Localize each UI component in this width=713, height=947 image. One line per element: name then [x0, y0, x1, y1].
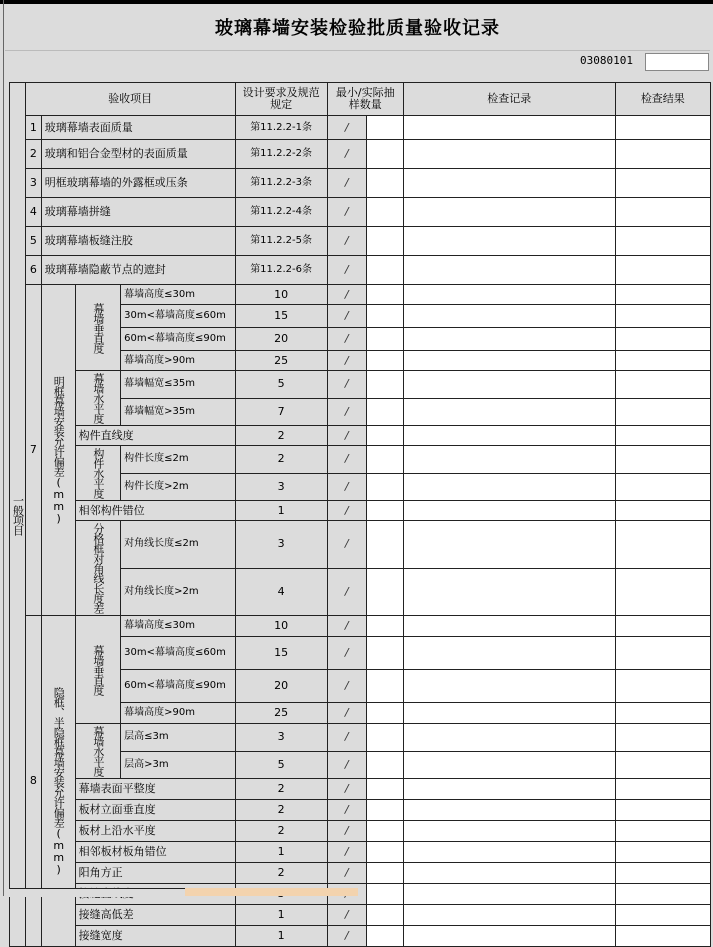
- design-requirement: 2: [235, 426, 327, 446]
- table-row: [10, 724, 711, 752]
- table-row: [10, 616, 711, 637]
- design-requirement: 2: [235, 779, 327, 800]
- section-general-cell: 一般项目: [10, 83, 26, 947]
- design-requirement: 3: [235, 521, 327, 569]
- design-requirement: 第11.2.2-2条: [235, 140, 327, 169]
- check-record-cell[interactable]: [403, 779, 615, 800]
- design-requirement: 15: [235, 305, 327, 328]
- item-name: 30m<幕墙高度≤60m: [121, 637, 235, 670]
- check-record-cell[interactable]: [403, 285, 615, 305]
- item-name: 对角线长度>2m: [121, 568, 235, 616]
- design-requirement: 5: [235, 371, 327, 399]
- item-name: 30m<幕墙高度≤60m: [121, 305, 235, 328]
- check-result-cell[interactable]: [615, 751, 710, 779]
- check-record-cell[interactable]: [403, 703, 615, 724]
- sample-min-cell: /: [327, 863, 366, 884]
- table-row: [10, 521, 711, 569]
- check-record-cell[interactable]: [403, 842, 615, 863]
- item-name: 玻璃幕墙表面质量: [41, 116, 235, 140]
- design-requirement: 7: [235, 398, 327, 426]
- item-name: 玻璃幕墙隐蔽节点的遮封: [41, 256, 235, 285]
- sample-min-cell: /: [327, 616, 366, 637]
- check-result-cell[interactable]: [615, 637, 710, 670]
- item-name: 相邻板材板角错位: [75, 842, 235, 863]
- table-row: [10, 227, 711, 256]
- top-border: [0, 0, 713, 4]
- item-name: 60m<幕墙高度≤90m: [121, 328, 235, 351]
- check-result-cell[interactable]: [615, 371, 710, 399]
- item-name: 构件长度≤2m: [121, 446, 235, 474]
- row-number: 8: [25, 616, 41, 947]
- item-name: 60m<幕墙高度≤90m: [121, 670, 235, 703]
- design-requirement: 20: [235, 328, 327, 351]
- table-row: [10, 446, 711, 474]
- check-record-cell[interactable]: [403, 616, 615, 637]
- sample-min-cell: /: [327, 501, 366, 521]
- sample-actual-cell[interactable]: [366, 821, 403, 842]
- spacer: [5, 73, 710, 82]
- check-record-cell[interactable]: [403, 305, 615, 328]
- check-record-cell[interactable]: [403, 446, 615, 474]
- sample-min-cell: /: [327, 521, 366, 569]
- design-requirement: 20: [235, 670, 327, 703]
- check-record-cell[interactable]: [403, 351, 615, 371]
- sample-actual-cell[interactable]: [366, 116, 403, 140]
- check-record-cell[interactable]: [403, 501, 615, 521]
- item-name: 层高≤3m: [121, 724, 235, 752]
- item-name: 对角线长度≤2m: [121, 521, 235, 569]
- check-result-cell[interactable]: [615, 351, 710, 371]
- row-number: 5: [25, 227, 41, 256]
- check-result-cell[interactable]: [615, 905, 710, 926]
- sample-actual-cell[interactable]: [366, 169, 403, 198]
- check-result-cell[interactable]: [615, 227, 710, 256]
- design-requirement: 15: [235, 637, 327, 670]
- sample-min-cell: /: [327, 426, 366, 446]
- sample-actual-cell[interactable]: [366, 703, 403, 724]
- design-requirement: 第11.2.2-1条: [235, 116, 327, 140]
- table-row: [10, 256, 711, 285]
- header-design-req: 设计要求及规范规定: [235, 83, 327, 116]
- design-requirement: 10: [235, 616, 327, 637]
- sample-min-cell: /: [327, 305, 366, 328]
- check-result-cell[interactable]: [615, 863, 710, 884]
- row-number: 6: [25, 256, 41, 285]
- left-border: [3, 0, 4, 896]
- item-name: 玻璃幕墙拼缝: [41, 198, 235, 227]
- check-record-cell[interactable]: [403, 821, 615, 842]
- check-result-cell[interactable]: [615, 169, 710, 198]
- check-record-cell[interactable]: [403, 751, 615, 779]
- sample-actual-cell[interactable]: [366, 637, 403, 670]
- sample-min-cell: /: [327, 905, 366, 926]
- sample-min-cell: /: [327, 751, 366, 779]
- sample-actual-cell[interactable]: [366, 884, 403, 905]
- sample-actual-cell[interactable]: [366, 568, 403, 616]
- check-record-cell[interactable]: [403, 328, 615, 351]
- check-record-cell[interactable]: [403, 863, 615, 884]
- design-requirement: 1: [235, 501, 327, 521]
- design-requirement: 2: [235, 821, 327, 842]
- design-requirement: 5: [235, 751, 327, 779]
- check-result-cell[interactable]: [615, 568, 710, 616]
- check-record-cell[interactable]: [403, 198, 615, 227]
- check-result-cell[interactable]: [615, 616, 710, 637]
- sample-min-cell: /: [327, 256, 366, 285]
- table-row: [10, 926, 711, 947]
- sample-min-cell: /: [327, 140, 366, 169]
- row-number: 2: [25, 140, 41, 169]
- check-record-cell[interactable]: [403, 670, 615, 703]
- item-name: 构件直线度: [75, 426, 235, 446]
- sample-actual-cell[interactable]: [366, 398, 403, 426]
- item-name: 明框玻璃幕墙的外露框或压条: [41, 169, 235, 198]
- sample-actual-cell[interactable]: [366, 198, 403, 227]
- check-record-cell[interactable]: [403, 227, 615, 256]
- sample-min-cell: /: [327, 800, 366, 821]
- item-name: 层高>3m: [121, 751, 235, 779]
- check-result-cell[interactable]: [615, 703, 710, 724]
- row-number: 3: [25, 169, 41, 198]
- sample-actual-cell[interactable]: [366, 905, 403, 926]
- check-result-cell[interactable]: [615, 884, 710, 905]
- item-name: 玻璃幕墙板缝注胶: [41, 227, 235, 256]
- sample-min-cell: /: [327, 568, 366, 616]
- sub-group-label: 构件水平度: [75, 446, 121, 501]
- design-requirement: 第11.2.2-6条: [235, 256, 327, 285]
- item-name: 幕墙高度≤30m: [121, 285, 235, 305]
- sample-min-cell: /: [327, 398, 366, 426]
- table-row: [10, 426, 711, 446]
- check-record-cell[interactable]: [403, 800, 615, 821]
- item-name: 幕墙表面平整度: [75, 779, 235, 800]
- table-row: [10, 800, 711, 821]
- sample-actual-cell[interactable]: [366, 670, 403, 703]
- check-result-cell[interactable]: [615, 140, 710, 169]
- sub-group-label: 幕墙垂直度: [75, 285, 121, 371]
- table-row: [10, 863, 711, 884]
- sample-min-cell: /: [327, 116, 366, 140]
- code-row: [5, 50, 710, 74]
- sample-min-cell: /: [327, 703, 366, 724]
- sub-group-label: 幕墙垂直度: [75, 616, 121, 724]
- item-name: 板材上沿水平度: [75, 821, 235, 842]
- check-record-cell[interactable]: [403, 905, 615, 926]
- check-result-cell[interactable]: [615, 821, 710, 842]
- footer-cell-highlight: [185, 888, 358, 896]
- page-title: 玻璃幕墙安装检验批质量验收记录: [215, 18, 500, 39]
- check-result-cell[interactable]: [615, 521, 710, 569]
- header-min-sample: 最小/实际抽样数量: [327, 83, 403, 116]
- design-requirement: 第11.2.2-5条: [235, 227, 327, 256]
- table-row: [10, 371, 711, 399]
- item-name: 构件长度>2m: [121, 473, 235, 501]
- item-name: 玻璃和铝合金型材的表面质量: [41, 140, 235, 169]
- sample-min-cell: /: [327, 371, 366, 399]
- sample-min-cell: /: [327, 779, 366, 800]
- check-result-cell[interactable]: [615, 305, 710, 328]
- design-requirement: 2: [235, 863, 327, 884]
- check-result-cell[interactable]: [615, 426, 710, 446]
- group-label: 隐框、半隐框幕墙安装允许偏差(mm): [41, 616, 75, 947]
- header-check-record: 检查记录: [403, 83, 615, 116]
- design-requirement: 1: [235, 905, 327, 926]
- sample-min-cell: /: [327, 724, 366, 752]
- sample-min-cell: /: [327, 198, 366, 227]
- design-requirement: 2: [235, 446, 327, 474]
- check-record-cell[interactable]: [403, 140, 615, 169]
- sample-min-cell: /: [327, 285, 366, 305]
- sample-actual-cell[interactable]: [366, 926, 403, 947]
- check-record-cell[interactable]: [403, 521, 615, 569]
- item-name: 幕墙高度>90m: [121, 703, 235, 724]
- design-requirement: 3: [235, 724, 327, 752]
- check-record-cell[interactable]: [403, 926, 615, 947]
- design-requirement: 3: [235, 473, 327, 501]
- row-number: 4: [25, 198, 41, 227]
- item-name: 板材立面垂直度: [75, 800, 235, 821]
- sample-actual-cell[interactable]: [366, 842, 403, 863]
- item-name: 幕墙幅宽>35m: [121, 398, 235, 426]
- check-record-cell[interactable]: [403, 724, 615, 752]
- item-name: 接缝宽度: [75, 926, 235, 947]
- sub-group-label: 幕墙水平度: [75, 371, 121, 426]
- item-name: 幕墙高度>90m: [121, 351, 235, 371]
- row-number: 1: [25, 116, 41, 140]
- item-name: 阳角方正: [75, 863, 235, 884]
- sample-actual-cell[interactable]: [366, 227, 403, 256]
- design-requirement: 4: [235, 568, 327, 616]
- sample-actual-cell[interactable]: [366, 616, 403, 637]
- sub-group-label: 幕墙水平度: [75, 724, 121, 779]
- sample-min-cell: /: [327, 351, 366, 371]
- table-row: [10, 116, 711, 140]
- sample-actual-cell[interactable]: [366, 371, 403, 399]
- group-label: 明框幕墙安装允许偏差(mm): [41, 285, 75, 616]
- check-record-cell[interactable]: [403, 426, 615, 446]
- sample-min-cell: /: [327, 328, 366, 351]
- table-row: [10, 842, 711, 863]
- table-row: [10, 821, 711, 842]
- check-record-cell[interactable]: [403, 116, 615, 140]
- item-name: 接缝高低差: [75, 905, 235, 926]
- check-result-cell[interactable]: [615, 285, 710, 305]
- sample-actual-cell[interactable]: [366, 256, 403, 285]
- sample-actual-cell[interactable]: [366, 521, 403, 569]
- design-requirement: 1: [235, 926, 327, 947]
- table-row: [10, 198, 711, 227]
- check-result-cell[interactable]: [615, 842, 710, 863]
- sample-min-cell: /: [327, 446, 366, 474]
- table-row: [10, 169, 711, 198]
- sample-actual-cell[interactable]: [366, 724, 403, 752]
- check-result-cell[interactable]: [615, 670, 710, 703]
- design-requirement: 1: [235, 842, 327, 863]
- sample-actual-cell[interactable]: [366, 328, 403, 351]
- check-record-cell[interactable]: [403, 637, 615, 670]
- check-result-cell[interactable]: [615, 800, 710, 821]
- table-row: [10, 905, 711, 926]
- sample-min-cell: /: [327, 670, 366, 703]
- item-name: 相邻构件错位: [75, 501, 235, 521]
- row-number: 7: [25, 285, 41, 616]
- check-result-cell[interactable]: [615, 256, 710, 285]
- check-result-cell[interactable]: [615, 398, 710, 426]
- check-result-cell[interactable]: [615, 116, 710, 140]
- header-item: 验收项目: [25, 83, 235, 116]
- inspection-table: [9, 82, 711, 947]
- check-result-cell[interactable]: [615, 724, 710, 752]
- item-name: 幕墙高度≤30m: [121, 616, 235, 637]
- check-result-cell[interactable]: [615, 779, 710, 800]
- sample-actual-cell[interactable]: [366, 426, 403, 446]
- sample-actual-cell[interactable]: [366, 446, 403, 474]
- sample-actual-cell[interactable]: [366, 501, 403, 521]
- check-record-cell[interactable]: [403, 473, 615, 501]
- sub-group-label: 分格框对角线长度差: [75, 521, 121, 616]
- check-result-cell[interactable]: [615, 198, 710, 227]
- check-record-cell[interactable]: [403, 398, 615, 426]
- sample-min-cell: /: [327, 842, 366, 863]
- table-row: [10, 501, 711, 521]
- header-row: [10, 83, 711, 116]
- sample-actual-cell[interactable]: [366, 285, 403, 305]
- design-requirement: 第11.2.2-4条: [235, 198, 327, 227]
- design-requirement: 第11.2.2-3条: [235, 169, 327, 198]
- sample-actual-cell[interactable]: [366, 305, 403, 328]
- item-name: 幕墙幅宽≤35m: [121, 371, 235, 399]
- check-record-cell[interactable]: [403, 169, 615, 198]
- check-result-cell[interactable]: [615, 501, 710, 521]
- sample-min-cell: /: [327, 926, 366, 947]
- sample-actual-cell[interactable]: [366, 140, 403, 169]
- check-result-cell[interactable]: [615, 328, 710, 351]
- check-result-cell[interactable]: [615, 446, 710, 474]
- check-record-cell[interactable]: [403, 256, 615, 285]
- design-requirement: 25: [235, 351, 327, 371]
- check-result-cell[interactable]: [615, 926, 710, 947]
- design-requirement: 2: [235, 800, 327, 821]
- check-record-cell[interactable]: [403, 371, 615, 399]
- sample-actual-cell[interactable]: [366, 351, 403, 371]
- sample-min-cell: /: [327, 637, 366, 670]
- sample-actual-cell[interactable]: [366, 863, 403, 884]
- check-record-cell[interactable]: [403, 884, 615, 905]
- sample-min-cell: /: [327, 821, 366, 842]
- code-input-box[interactable]: [645, 53, 709, 71]
- header-check-result: 检查结果: [615, 83, 710, 116]
- form-code: 03080101: [580, 54, 633, 67]
- sample-actual-cell[interactable]: [366, 751, 403, 779]
- sample-actual-cell[interactable]: [366, 800, 403, 821]
- sample-actual-cell[interactable]: [366, 779, 403, 800]
- sample-min-cell: /: [327, 169, 366, 198]
- design-requirement: 25: [235, 703, 327, 724]
- design-requirement: 10: [235, 285, 327, 305]
- table-row: [10, 285, 711, 305]
- table-row: [10, 779, 711, 800]
- check-record-cell[interactable]: [403, 568, 615, 616]
- sample-actual-cell[interactable]: [366, 473, 403, 501]
- sample-min-cell: /: [327, 473, 366, 501]
- check-result-cell[interactable]: [615, 473, 710, 501]
- table-row: [10, 140, 711, 169]
- sample-min-cell: /: [327, 227, 366, 256]
